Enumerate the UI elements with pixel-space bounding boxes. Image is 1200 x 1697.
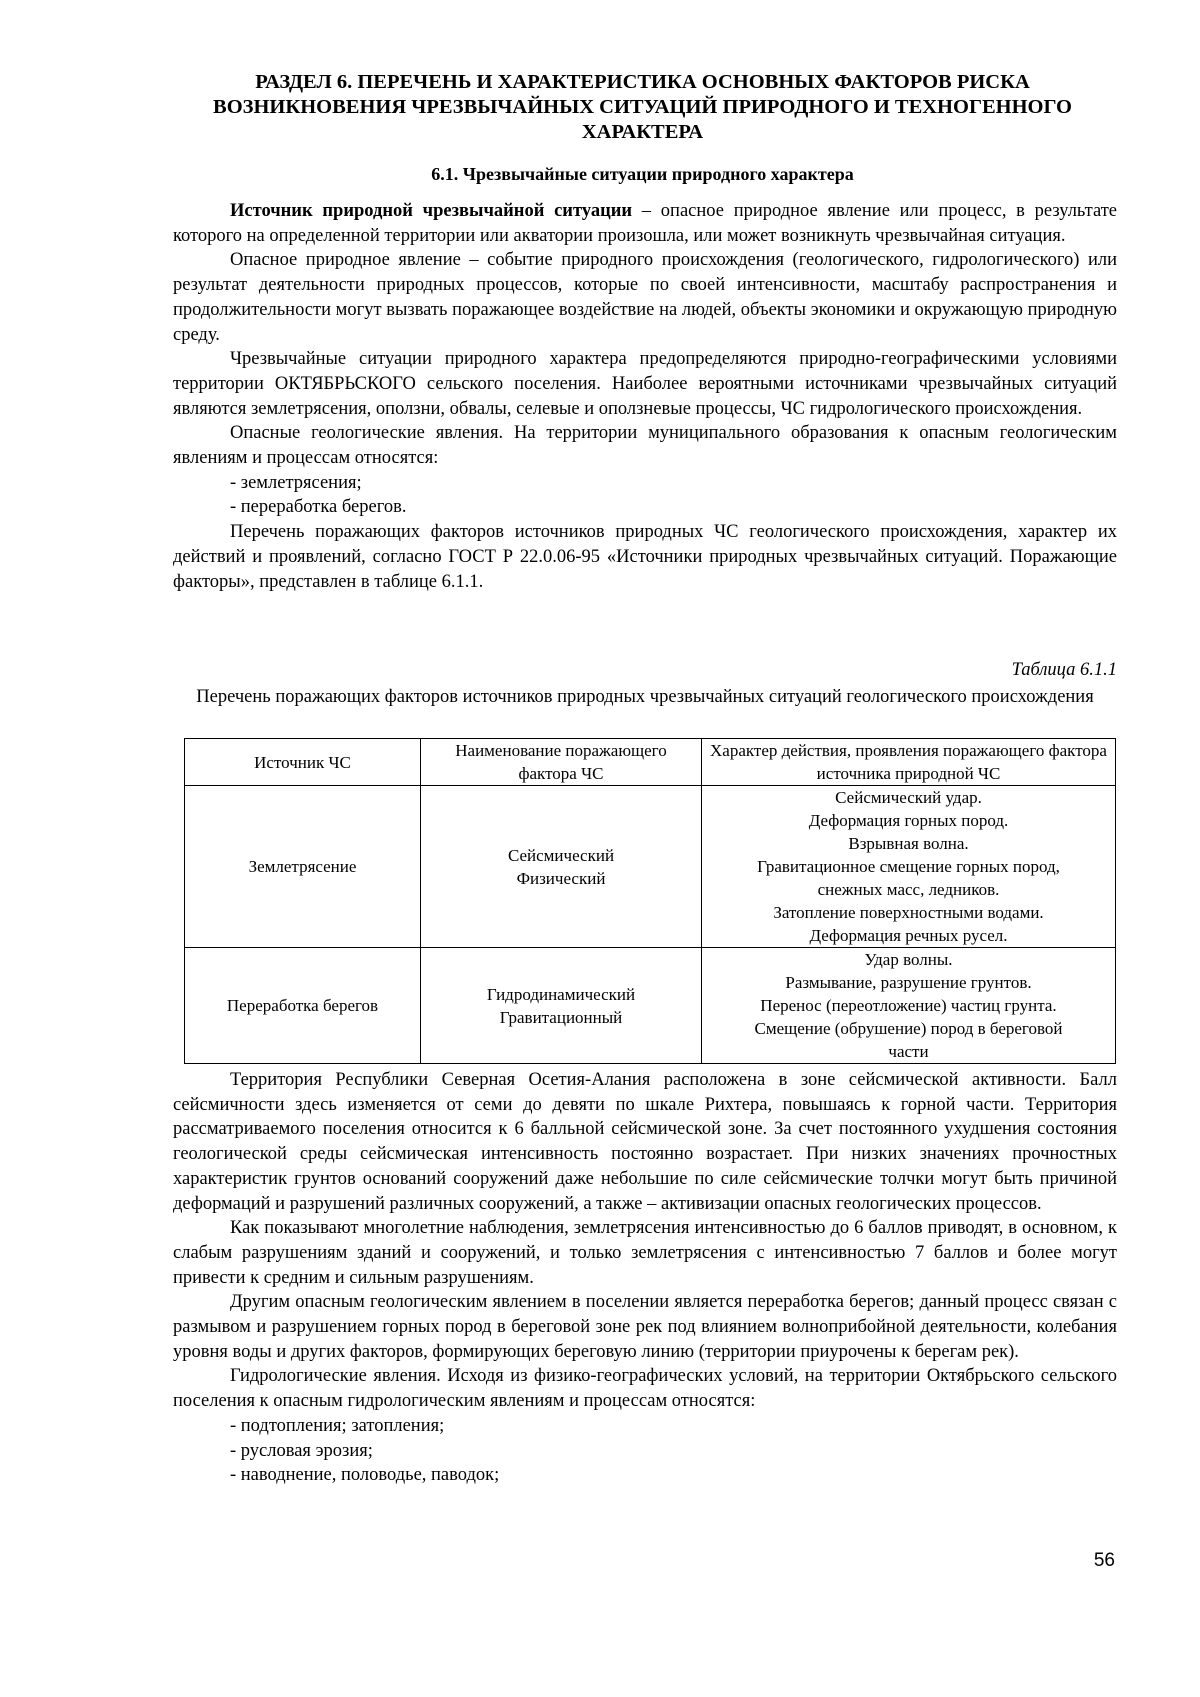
table-header-cell: Наименование поражающего фактора ЧС <box>421 739 702 786</box>
effect-line: Размывание, разрушение грунтов. <box>785 973 1032 992</box>
list-item: - переработка берегов. <box>230 497 407 518</box>
table-cell-source: Переработка берегов <box>185 948 421 1064</box>
page-number: 56 <box>1093 1550 1115 1571</box>
paragraph: Перечень поражающих факторов источников природных ЧС геологического происхождения, характер их действий и проявлений, согласно ГОСТ Р 22.0.06-95 «Источники природных чрезвычайных ситуаций. Поражающие факторы», представлен в таблице 6.1.1. <box>173 522 1117 592</box>
table-row <box>185 948 1116 1064</box>
paragraph: Другим опасным геологическим явлением в поселении является переработка берегов; данный процесс связан с размывом и разрушением горных пород в береговой зоне рек под влиянием волноприбойной деятельности, колебания уровня воды и других факторов, формирующих береговую линию (территории приурочены к берегам рек). <box>173 1292 1117 1362</box>
paragraph: Гидрологические явления. Исходя из физико-географических условий, на территории Октябрьского сельского поселения к опасным гидрологическим явлениям и процессам относятся: <box>173 1366 1117 1412</box>
effect-line: Удар волны. <box>864 950 953 969</box>
term-bold: Источник природной чрезвычайной ситуации <box>230 201 633 221</box>
main-text <box>173 1068 1117 1488</box>
paragraph: Опасные геологические явления. На территории муниципального образования к опасным геологическим явлениям и процессам относятся: <box>173 423 1117 469</box>
table-cell-effects <box>702 948 1116 1064</box>
effect-line: снежных масс, ледников. <box>817 880 1000 899</box>
effect-line: Гравитационное смещение горных пород, <box>757 857 1060 876</box>
hazard-factors-table <box>184 738 1116 1064</box>
table-header-cell: Источник ЧС <box>185 739 421 786</box>
list-item: - русловая эрозия; <box>230 1440 373 1461</box>
effect-line: Перенос (переотложение) частиц грунта. <box>760 996 1057 1015</box>
paragraph: Чрезвычайные ситуации природного характера предопределяются природно-географическими условиями территории ОКТЯБРЬСКОГО сельского поселения. Наиболее вероятными источниками чрезвычайных ситуаций являются землетрясения, оползни, обвалы, селевые и оползневые процессы, ЧС гидрологического происхождения. <box>173 349 1117 419</box>
section-title-line: ВОЗНИКНОВЕНИЯ ЧРЕЗВЫЧАЙНЫХ СИТУАЦИЙ ПРИРОДНОГО И ТЕХНОГЕННОГО <box>213 96 1072 118</box>
effect-line: Смещение (обрушение) пород в береговой <box>754 1019 1063 1038</box>
table-row <box>185 786 1116 948</box>
list-item: - наводнение, половодье, паводок; <box>230 1465 500 1486</box>
paragraph: Опасное природное явление – событие природного происхождения (геологического, гидрологического) или результат деятельности природных процессов, которые по своей интенсивности, масштабу распространения и продолжительности могут вызвать поражающее воздействие на людей, объекты экономики и окружающую природную среду. <box>173 250 1117 345</box>
factor-line: Гравитационный <box>499 1007 623 1027</box>
table-cell-factors <box>421 948 702 1064</box>
effect-line: Сейсмический удар. <box>835 788 982 807</box>
table-caption: Таблица 6.1.1 <box>1011 660 1117 680</box>
section-title-line: РАЗДЕЛ 6. ПЕРЕЧЕНЬ И ХАРАКТЕРИСТИКА ОСНОВНЫХ ФАКТОРОВ РИСКА <box>255 71 1030 93</box>
table-cell-source: Землетрясение <box>185 786 421 948</box>
effect-line: Деформация речных русел. <box>809 926 1008 945</box>
table-cell-effects <box>702 786 1116 948</box>
factor-line: Физический <box>516 868 606 888</box>
effect-line: Взрывная волна. <box>848 834 969 853</box>
section-title-line: ХАРАКТЕРА <box>581 121 704 143</box>
effect-line: части <box>888 1042 929 1061</box>
list-item: - подтопления; затопления; <box>230 1415 445 1436</box>
effect-line: Затопление поверхностными водами. <box>773 903 1044 922</box>
paragraph: Территория Республики Северная Осетия-Алания расположена в зоне сейсмической активности. Балл сейсмичности здесь изменяется от семи до девяти по шкале Рихтера, повышаясь к горной части. Территория рассматриваемого поселения относится к 6 балльной сейсмической зоне. За счет постоянного ухудшения состояния геологической среды сейсмическая интенсивность постоянно возрастает. При низких значениях прочностных характеристик грунтов оснований сооружений даже небольшие по силе сейсмические толчки могут быть причиной деформаций и разрушений различных сооружений, а также – активизации опасных геологических процессов. <box>173 1070 1117 1214</box>
paragraph-text: – опасное природное явление или процесс, в результате которого на определенной территории или акватории произошла, или может возникнуть чрезвычайная ситуация. <box>173 201 1118 246</box>
effect-line: Деформация горных пород. <box>808 811 1009 830</box>
paragraph: Как показывают многолетние наблюдения, землетрясения интенсивностью до 6 баллов приводят, в основном, к слабым разрушениям зданий и сооружений, и только землетрясения с интенсивностью 7 баллов и более могут привести к средним и сильным разрушениям. <box>173 1218 1117 1288</box>
factor-line: Гидродинамический <box>486 984 636 1004</box>
list-item: - землетрясения; <box>230 472 362 493</box>
table-title: Перечень поражающих факторов источников природных чрезвычайных ситуаций геологического происхождения <box>196 687 1094 707</box>
paragraph <box>173 199 1117 248</box>
subsection-title: 6.1. Чрезвычайные ситуации природного характера <box>431 164 854 184</box>
table-header-cell: Характер действия, проявления поражающего фактора источника природной ЧС <box>702 739 1116 786</box>
section-title <box>168 70 1117 145</box>
table-header-row <box>185 739 1116 786</box>
factor-line: Сейсмический <box>507 845 615 865</box>
table-cell-factors <box>421 786 702 948</box>
intro-text <box>173 199 1117 594</box>
